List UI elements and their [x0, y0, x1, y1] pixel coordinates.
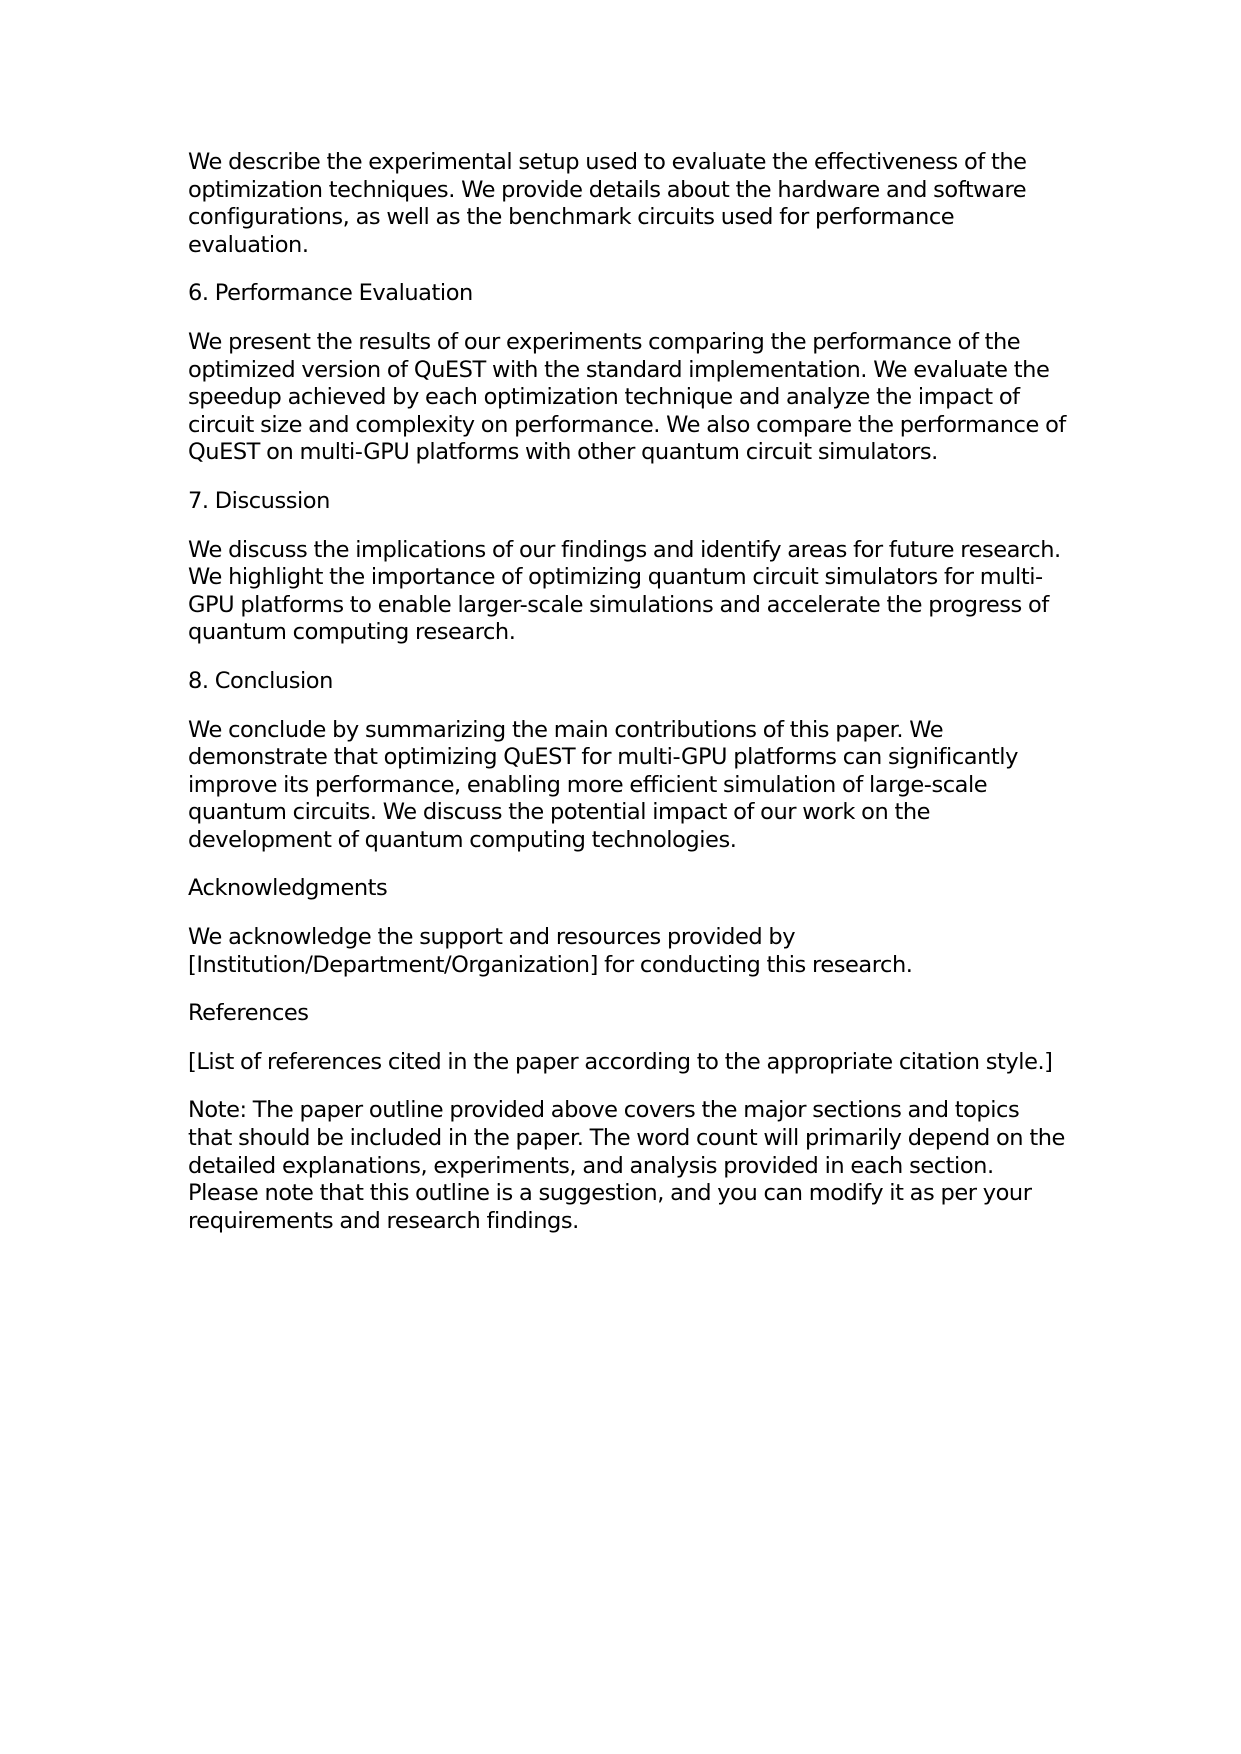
- paragraph-experimental-setup: We describe the experimental setup used to evaluate the effectiveness of the optimization techniques. We provide details about the hardware and software configurations, as well as the benchmark circuits used for performance evaluation.: [188, 149, 1027, 258]
- section-heading-references: References: [188, 1000, 309, 1027]
- paragraph-performance-evaluation: We present the results of our experiments comparing the performance of the optimized version of QuEST with the standard implementation. We evaluate the speedup achieved by each optimization technique and analyze the impact of circuit size and complexity on performance. We also compare the performance of QuEST on multi-GPU platforms with other quantum circuit simulators.: [188, 328, 1066, 466]
- document-body: [188, 149, 1068, 1256]
- paragraph-conclusion: We conclude by summarizing the main contributions of this paper. We demonstrate that optimizing QuEST for multi-GPU platforms can significantly improve its performance, enabling more efficient simulation of large-scale quantum circuits. We discuss the potential impact of our work on the development of quantum computing technologies.: [188, 716, 1018, 853]
- section-heading-conclusion: 8. Conclusion: [188, 667, 333, 694]
- paragraph-discussion: We discuss the implications of our findings and identify areas for future research. We highlight the importance of optimizing quantum circuit simulators for multi-GPU platforms to enable larger-scale simulations and accelerate the progress of quantum computing research.: [188, 536, 1061, 646]
- section-heading-discussion: 7. Discussion: [188, 487, 330, 514]
- paragraph-note: Note: The paper outline provided above covers the major sections and topics that should be included in the paper. The word count will primarily depend on the detailed explanations, experiments, and analysis provided in each section. Please note that this outline is a suggestion, and you can modify it as per your requirements and research findings.: [188, 1097, 1065, 1234]
- section-heading-performance-evaluation: 6. Performance Evaluation: [188, 280, 473, 307]
- paragraph-references: [List of references cited in the paper according to the appropriate citation style.]: [188, 1048, 1053, 1075]
- paragraph-acknowledgments: We acknowledge the support and resources provided by [Institution/Department/Organization] for conducting this research.: [188, 924, 913, 978]
- section-heading-acknowledgments: Acknowledgments: [188, 875, 388, 902]
